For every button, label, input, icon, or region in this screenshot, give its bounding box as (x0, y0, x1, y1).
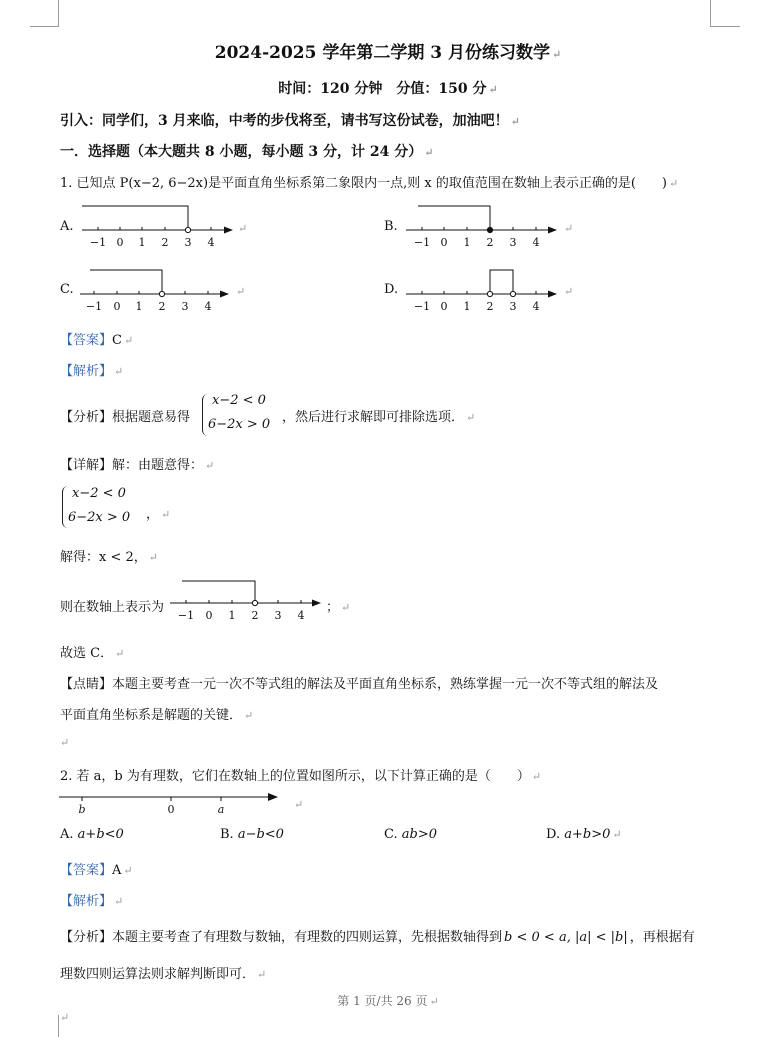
tick-label: 1 (463, 236, 471, 249)
q2-analysis-label: 【解析】 ↵ (60, 894, 124, 909)
q2-option-a: A. a+b<0 (60, 827, 124, 842)
q2-option-d: D. a+b>0 ↵ (546, 827, 622, 842)
tick-label: 3 (274, 609, 282, 622)
q1-option-a-number-line (80, 202, 240, 250)
return-mark: ↵ (294, 798, 304, 811)
q2-fenxi-line-1: 【分析】本题主要考查了有理数与数轴，有理数的四则运算，先根据数轴得到 b < 0 < a, |a| < |b| ，再根据有 (60, 930, 695, 945)
q1-xiangjie: 【详解】解：由题意得： ↵ (60, 458, 215, 473)
intro-line: 引入：同学们，3 月来临，中考的步伐将至，请书写这份试卷，加油吧！ ↵ (60, 113, 520, 129)
crop-mark-top-right-h (710, 26, 740, 27)
q2-number-line (58, 788, 298, 818)
q1-stem: 1. 已知点 P(x−2, 6−2x)是平面直角坐标系第二象限内一点,则 x 的取值范围在数轴上表示正确的是( ) ↵ (60, 176, 679, 191)
q1-fenxi-pre: 【分析】根据题意易得 (60, 410, 191, 425)
tick-label: 3 (184, 236, 192, 249)
system-line-1: x−2 < 0 (212, 393, 266, 408)
q1-option-c-label: C. (60, 282, 74, 297)
return-mark: ↵ (564, 222, 574, 235)
axis-label-a: a (217, 803, 225, 816)
q1-answer: 【答案】C ↵ (60, 333, 134, 348)
tick-label: 0 (440, 300, 448, 313)
tick-label: 0 (205, 609, 213, 622)
q1-solution-number-line (168, 578, 328, 626)
tick-label: 2 (486, 300, 494, 313)
tick-label: 4 (532, 236, 540, 249)
return-mark: ↵ (60, 736, 70, 749)
q2-answer: 【答案】A ↵ (60, 863, 133, 878)
tick-label: 0 (113, 300, 121, 313)
q1-solve: 解得：x < 2， ↵ (60, 550, 158, 565)
tick-label: 4 (204, 300, 212, 313)
q1-fenxi-post: ，然后进行求解即可排除选项． ↵ (282, 410, 476, 425)
crop-mark-top-left-h (30, 26, 59, 27)
tick-label: 0 (116, 236, 124, 249)
tick-label: 4 (207, 236, 215, 249)
q1-option-b-label: B. (384, 219, 398, 234)
tick-label: −1 (413, 236, 431, 249)
page-title: 2024-2025 学年第二学期 3 月份练习数学 ↵ (214, 43, 562, 63)
system-line-2: 6−2x > 0 (68, 510, 131, 525)
crop-mark-top-left-v (58, 0, 59, 26)
tick-label: 3 (509, 300, 517, 313)
return-mark: ↵ (564, 285, 574, 298)
q2-stem: 2. 若 a，b 为有理数，它们在数轴上的位置如图所示，以下计算正确的是（ ） ↵ (60, 769, 542, 784)
tick-label: 1 (228, 609, 236, 622)
q1-option-b-number-line (404, 202, 564, 250)
q1-option-d-number-line (404, 266, 564, 314)
q1-option-c-number-line (78, 266, 238, 314)
crop-mark-bottom-left-v (58, 1015, 59, 1037)
section-heading: 一．选择题（本大题共 8 小题，每小题 3 分，计 24 分） ↵ (60, 144, 434, 160)
q1-dianjing-line-1: 【点睛】本题主要考查一元一次不等式组的解法及平面直角坐标系，熟练掌握一元一次不等式组的解法及 (60, 677, 659, 692)
tick-label: 3 (181, 300, 189, 313)
tick-label: 1 (135, 300, 143, 313)
q2-fenxi-line-2: 理数四则运算法则求解判断即可． ↵ (60, 967, 267, 982)
q1-conclusion: 故选 C． ↵ (60, 646, 125, 661)
q1-dianjing-line-2: 平面直角坐标系是解题的关键． ↵ (60, 708, 254, 723)
q1-axis-end: ； ↵ (326, 600, 351, 615)
tick-label: 1 (138, 236, 146, 249)
q1-option-a-label: A. (60, 219, 74, 234)
q1-analysis-label: 【解析】 ↵ (60, 364, 124, 379)
axis-label-zero: 0 (167, 803, 175, 816)
tick-label: 2 (158, 300, 166, 313)
axis-label-b: b (78, 803, 86, 816)
q2-option-b: B. a−b<0 (220, 827, 284, 842)
return-mark: ↵ (238, 222, 248, 235)
crop-mark-top-right-v (710, 0, 711, 26)
q1-option-d-label: D. (384, 282, 399, 297)
q2-option-c: C. ab>0 (384, 827, 438, 842)
system-comma: ， ↵ (146, 507, 171, 522)
tick-label: 2 (161, 236, 169, 249)
tick-label: 0 (440, 236, 448, 249)
tick-label: −1 (85, 300, 103, 313)
tick-label: −1 (413, 300, 431, 313)
tick-label: 2 (251, 609, 259, 622)
page-footer: 第 1 页/共 26 页 ↵ (337, 994, 439, 1008)
system-line-1: x−2 < 0 (72, 486, 126, 501)
tick-label: 1 (463, 300, 471, 313)
tick-label: 2 (486, 236, 494, 249)
q1-axis-line-text: 则在数轴上表示为 (60, 600, 165, 615)
tick-label: −1 (177, 609, 195, 622)
tick-label: 4 (297, 609, 305, 622)
tick-label: −1 (89, 236, 107, 249)
page-subtitle: 时间：120 分钟 分值：150 分 ↵ (278, 81, 498, 97)
return-mark: ↵ (60, 1011, 70, 1024)
system-line-2: 6−2x > 0 (208, 417, 271, 432)
return-mark: ↵ (236, 285, 246, 298)
tick-label: 4 (532, 300, 540, 313)
tick-label: 3 (509, 236, 517, 249)
